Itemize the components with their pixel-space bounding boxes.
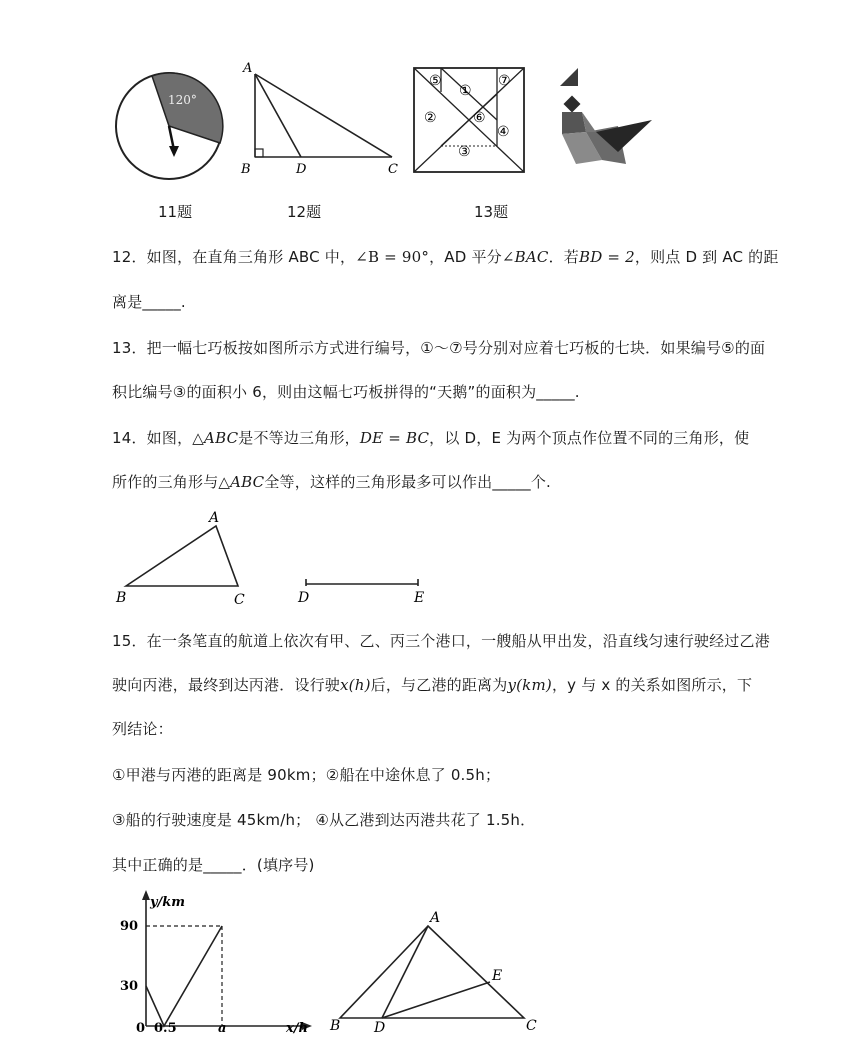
- caption-12: 12题: [287, 203, 322, 221]
- y-axis-label: y/km: [150, 895, 186, 910]
- label-A: A: [243, 61, 253, 76]
- tick-a: a: [218, 1021, 227, 1036]
- label-B: B: [241, 162, 251, 177]
- question-12-line-1: 12．如图，在直角三角形 ABC 中，∠B = 90°，AD 平分∠BAC．若BD = 2，则点 D 到 AC 的距: [112, 248, 779, 266]
- x-axis-label: x/h: [286, 1021, 308, 1036]
- label-C: C: [526, 1018, 537, 1034]
- question-14-line-1: 14．如图，△ABC是不等边三角形，DE = BC，以 D，E 为两个顶点作位置不同的三角形，使: [112, 429, 750, 447]
- figure-16-triangle: [326, 906, 554, 1036]
- question-15-statement-3-4: ③船的行驶速度是 45km/h； ④从乙港到达丙港共花了 1.5h．: [112, 811, 536, 829]
- label-C: C: [388, 162, 398, 177]
- question-15-statement-1-2: ①甲港与丙港的距离是 90km；②船在中途休息了 0.5h；: [112, 766, 501, 784]
- question-15-line-2: 驶向丙港，最终到达丙港．设行驶x(h)后，与乙港的距离为y(km)，y 与 x 的关系如图所示，下: [112, 676, 753, 694]
- graph-line: [146, 926, 222, 1026]
- label-A: A: [209, 510, 220, 526]
- question-12-line-2: 离是_____.: [112, 293, 186, 311]
- piece-4-label: ④: [497, 124, 510, 140]
- label-E: E: [414, 590, 425, 606]
- label-D: D: [296, 162, 307, 177]
- question-15-line-1: 15．在一条笔直的航道上依次有甲、乙、丙三个港口，一艘船从甲出发，沿直线匀速行驶经过乙港: [112, 632, 770, 650]
- label-A: A: [430, 910, 441, 926]
- piece-1-label: ①: [459, 83, 472, 99]
- piece-5-label: ⑤: [429, 73, 442, 89]
- question-13-line-1: 13．把一幅七巧板按如图所示方式进行编号，①～⑦号分别对应着七巧板的七块．如果编号⑤的面: [112, 339, 766, 357]
- label-D: D: [298, 590, 310, 606]
- question-14-line-2: 所作的三角形与△ABC全等，这样的三角形最多可以作出_____个.: [112, 473, 552, 491]
- caption-13: 13题: [474, 203, 509, 221]
- figure-14-triangle-and-segment: [110, 506, 440, 610]
- figure-13-tangram: [410, 64, 532, 178]
- piece-7-label: ⑦: [498, 73, 511, 89]
- tick-0-5: 0.5: [154, 1021, 177, 1036]
- label-E: E: [492, 968, 503, 984]
- angle-label-120: 120°: [168, 93, 197, 107]
- caption-11: 11题: [158, 203, 193, 221]
- label-B: B: [116, 590, 127, 606]
- question-15-answer-prompt: 其中正确的是_____．(填序号): [112, 856, 315, 874]
- question-15-line-3: 列结论：: [112, 720, 173, 738]
- tick-90: 90: [120, 919, 139, 934]
- label-C: C: [234, 592, 245, 608]
- piece-3-label: ③: [458, 144, 471, 160]
- piece-6-label: ⑥: [473, 110, 486, 126]
- question-13-line-2: 积比编号③的面积小 6，则由这幅七巧板拼得的“天鹅”的面积为_____.: [112, 383, 580, 401]
- piece-2-label: ②: [424, 110, 437, 126]
- figure-15-graph: [110, 886, 320, 1036]
- label-D: D: [374, 1020, 386, 1036]
- figure-11-circle: [112, 66, 228, 186]
- label-B: B: [330, 1018, 341, 1034]
- tick-origin: 0: [136, 1021, 146, 1036]
- figure-12-triangle: [238, 60, 406, 182]
- tick-30: 30: [120, 979, 139, 994]
- swan-tangram-figure: [556, 64, 660, 172]
